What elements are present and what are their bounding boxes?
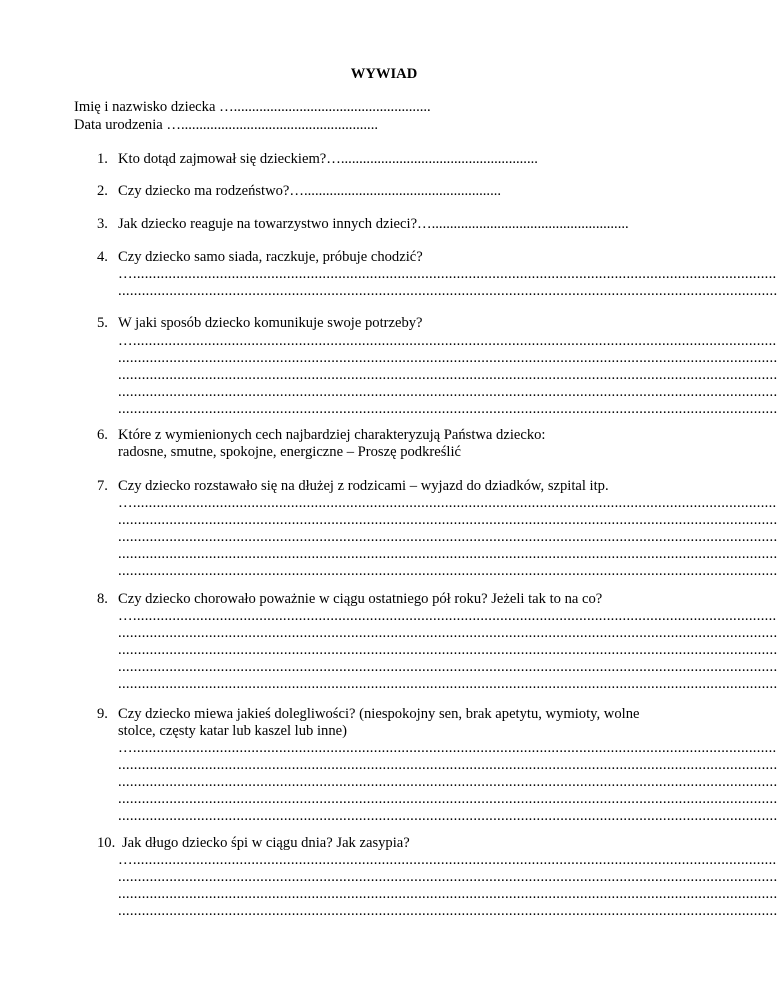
question-9-text-cont: stolce, częsty katar lub kaszel lub inne): [118, 723, 347, 739]
question-9-text: Czy dziecko miewa jakieś dolegliwości? (niespokojny sen, brak apetytu, wymioty, wolne: [118, 706, 640, 722]
answer-line[interactable]: .......................................................................................................................................................................: [118, 563, 777, 579]
question-number: 1.: [97, 151, 108, 167]
question-number: 9.: [97, 706, 108, 722]
answer-line[interactable]: .......................................................................................................................................................................: [118, 401, 777, 417]
answer-line[interactable]: .......................................................................................................................................................................: [118, 642, 777, 658]
answer-line[interactable]: …...................................................................................................................................................................: [118, 333, 777, 349]
question-number: 10.: [97, 835, 116, 851]
answer-line[interactable]: …...................................................................................................................................................................: [118, 608, 777, 624]
question-1-text[interactable]: Kto dotąd zajmował się dzieckiem?…......................................................: [118, 151, 538, 167]
question-number: 4.: [97, 249, 108, 265]
answer-line[interactable]: .......................................................................................................................................................................: [118, 869, 777, 885]
answer-line[interactable]: .......................................................................................................................................................................: [118, 757, 777, 773]
question-number: 6.: [97, 427, 108, 443]
answer-line[interactable]: …...................................................................................................................................................................: [118, 266, 777, 282]
question-number: 3.: [97, 216, 108, 232]
answer-line[interactable]: …...................................................................................................................................................................: [118, 495, 777, 511]
question-4-text: Czy dziecko samo siada, raczkuje, próbuje chodzić?: [118, 249, 423, 265]
question-3-text[interactable]: Jak dziecko reaguje na towarzystwo innych dzieci?…......................................................: [118, 216, 629, 232]
answer-line[interactable]: .......................................................................................................................................................................: [118, 886, 777, 902]
question-6-options[interactable]: radosne, smutne, spokojne, energiczne – Proszę podkreślić: [118, 444, 461, 460]
question-2-text[interactable]: Czy dziecko ma rodzeństwo?…......................................................: [118, 183, 502, 199]
answer-line[interactable]: .......................................................................................................................................................................: [118, 774, 777, 790]
answer-line[interactable]: …...................................................................................................................................................................: [118, 852, 777, 868]
question-number: 8.: [97, 591, 108, 607]
answer-line[interactable]: .......................................................................................................................................................................: [118, 367, 777, 383]
birth-date-field[interactable]: Data urodzenia …......................................................: [74, 117, 378, 133]
question-8-text: Czy dziecko chorowało poważnie w ciągu ostatniego pół roku? Jeżeli tak to na co?: [118, 591, 603, 607]
answer-line[interactable]: .......................................................................................................................................................................: [118, 384, 777, 400]
question-5-text: W jaki sposób dziecko komunikuje swoje potrzeby?: [118, 315, 423, 331]
question-number: 7.: [97, 478, 108, 494]
question-10-text: Jak długo dziecko śpi w ciągu dnia? Jak zasypia?: [122, 835, 410, 851]
answer-line[interactable]: …...................................................................................................................................................................: [118, 740, 777, 756]
answer-line[interactable]: .......................................................................................................................................................................: [118, 625, 777, 641]
question-number: 2.: [97, 183, 108, 199]
answer-line[interactable]: .......................................................................................................................................................................: [118, 512, 777, 528]
answer-line[interactable]: .......................................................................................................................................................................: [118, 283, 777, 299]
answer-line[interactable]: .......................................................................................................................................................................: [118, 676, 777, 692]
answer-line[interactable]: .......................................................................................................................................................................: [118, 546, 777, 562]
answer-line[interactable]: .......................................................................................................................................................................: [118, 659, 777, 675]
answer-line[interactable]: .......................................................................................................................................................................: [118, 350, 777, 366]
child-name-field[interactable]: Imię i nazwisko dziecka …......................................................: [74, 99, 431, 115]
question-6-text: Które z wymienionych cech najbardziej charakteryzują Państwa dziecko:: [118, 427, 546, 443]
question-number: 5.: [97, 315, 108, 331]
answer-line[interactable]: .......................................................................................................................................................................: [118, 808, 777, 824]
answer-line[interactable]: .......................................................................................................................................................................: [118, 529, 777, 545]
answer-line[interactable]: .......................................................................................................................................................................: [118, 903, 777, 919]
document-title: WYWIAD: [350, 66, 418, 82]
answer-line[interactable]: .......................................................................................................................................................................: [118, 791, 777, 807]
question-7-text: Czy dziecko rozstawało się na dłużej z rodzicami – wyjazd do dziadków, szpital itp.: [118, 478, 609, 494]
